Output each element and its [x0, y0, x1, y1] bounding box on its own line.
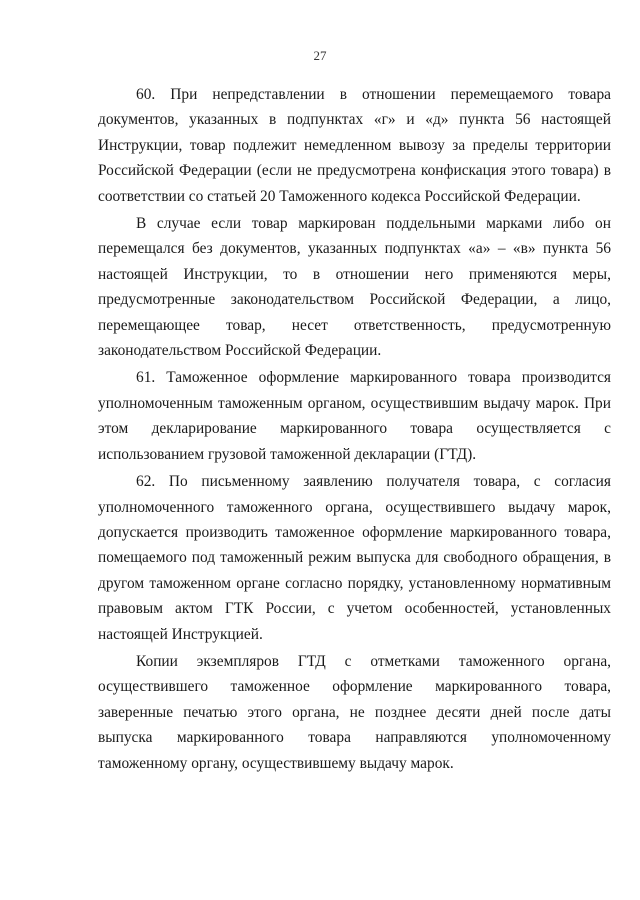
document-body [98, 82, 611, 778]
paragraph-60: 60. При непредставлении в отношении перемещаемого товара документов, указанных в подпунктах «г» и «д» пункта 56 настоящей Инструкции, товар подлежит немедленном вывозу за пределы территории Российской Федерации (если не предусмотрена конфискация этого товара) в соответствии со статьей 20 Таможенного кодекса Российской Федерации. [98, 86, 611, 205]
paragraph-60-continuation: В случае если товар маркирован поддельными марками либо он перемещался без документов, указанных подпунктах «а» – «в» пункта 56 настоящей Инструкции, то в отношении него применяются меры, предусмотренные законодательством Российской Федерации, а лицо, перемещающее товар, несет ответственность, предусмотренную законодательством Российской Федерации. [98, 215, 611, 360]
paragraph-61: 61. Таможенное оформление маркированного товара производится уполномоченным таможенным органом, осуществившим выдачу марок. При этом декларирование маркированного товара осуществляется с использованием грузовой таможенной декларации (ГТД). [98, 369, 611, 463]
paragraph-62: 62. По письменному заявлению получателя товара, с согласия уполномоченного таможенного органа, осуществившего выдачу марок, допускается производить таможенное оформление маркированного товара, помещаемого под таможенный режим выпуска для свободного обращения, в другом таможенном органе согласно порядку, установленному нормативным правовым актом ГТК России, с учетом особенностей, установленных настоящей Инструкцией. [98, 473, 611, 643]
paragraph-62-continuation: Копии экземпляров ГТД с отметками таможенного органа, осуществившего таможенное оформление маркированного товара, заверенные печатью этого органа, не позднее десяти дней после даты выпуска маркированного товара направляются уполномоченному таможенному органу, осуществившему выдачу марок. [98, 652, 611, 772]
page-number: 27 [313, 48, 327, 63]
